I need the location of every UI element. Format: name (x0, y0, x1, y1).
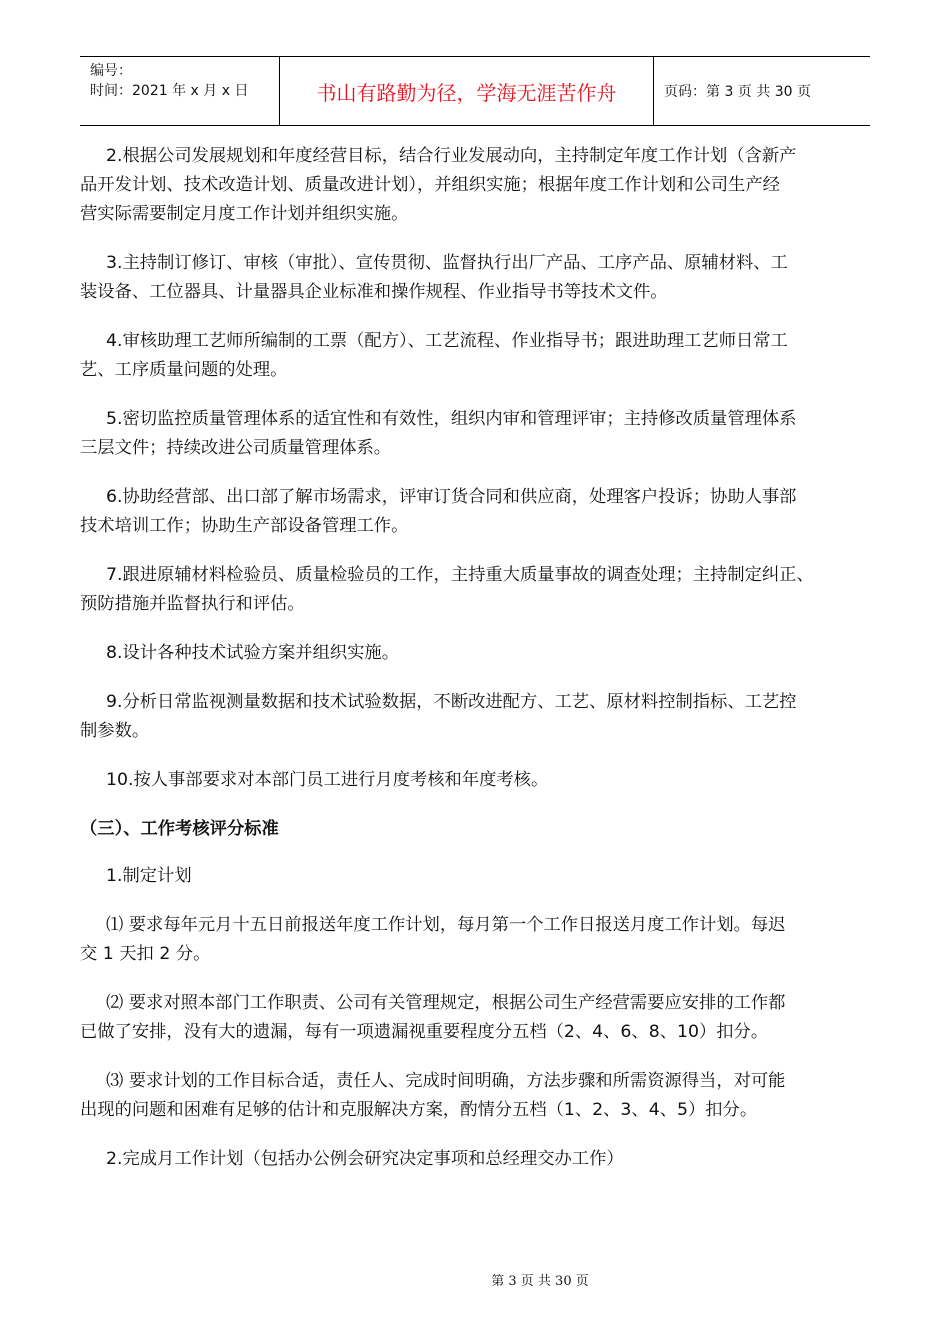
text-line: ⑵ 要求对照本部门工作职责、公司有关管理规定，根据公司生产经营需要应安排的工作都 (106, 993, 786, 1013)
text-line: 艺、工序质量问题的处理。 (80, 360, 288, 380)
header-motto: 书山有路勤为径，学海无涯苦作舟 (280, 57, 654, 125)
criterion-3 (80, 1067, 880, 1125)
duty-item-8 (80, 639, 880, 668)
text-line: 5.密切监控质量管理体系的适宜性和有效性，组织内审和管理评审；主持修改质量管理体系 (106, 409, 797, 429)
text-line: 技术培训工作；协助生产部设备管理工作。 (80, 516, 409, 536)
text-line: 1.制定计划 (106, 866, 192, 886)
header-meta (80, 57, 280, 125)
text-line: 10.按人事部要求对本部门员工进行月度考核和年度考核。 (106, 770, 549, 790)
text-line: 营实际需要制定月度工作计划并组织实施。 (80, 204, 409, 224)
text-line: 8.设计各种技术试验方案并组织实施。 (106, 643, 399, 663)
criterion-1 (80, 911, 880, 969)
page-footer: 第 3 页 共 30 页 (491, 1274, 589, 1289)
subsection-heading-2 (80, 1145, 880, 1174)
duty-item-9 (80, 688, 880, 746)
page-header (80, 56, 870, 126)
duty-item-6 (80, 483, 880, 541)
duty-item-2 (80, 142, 880, 229)
header-page-code: 页码：第 3 页 共 30 页 (664, 84, 811, 100)
text-line: 预防措施并监督执行和评估。 (80, 594, 305, 614)
document-number-label: 编号： (90, 63, 132, 79)
text-line: 装设备、工位器具、计量器具企业标准和操作规程、作业指导书等技术文件。 (80, 282, 668, 302)
duty-item-5 (80, 405, 880, 463)
text-line: 交 1 天扣 2 分。 (80, 944, 211, 964)
document-body (80, 142, 880, 1194)
text-line: ⑶ 要求计划的工作目标合适，责任人、完成时间明确，方法步骤和所需资源得当，对可能 (106, 1071, 786, 1091)
text-line: 9.分析日常监视测量数据和技术试验数据，不断改进配方、工艺、原材料控制指标、工艺控 (106, 692, 797, 712)
text-line: 品开发计划、技术改造计划、质量改进计划），并组织实施；根据年度工作计划和公司生产经 (80, 175, 780, 195)
text-line: 2.完成月工作计划（包括办公例会研究决定事项和总经理交办工作） (106, 1149, 624, 1169)
text-line: 3.主持制订修订、审核（审批）、宣传贯彻、监督执行出厂产品、工序产品、原辅材料、工 (106, 253, 788, 273)
text-line: ⑴ 要求每年元月十五日前报送年度工作计划，每月第一个工作日报送月度工作计划。每迟 (106, 915, 786, 935)
subsection-heading-1 (80, 862, 880, 891)
text-line: 4.审核助理工艺师所编制的工票（配方）、工艺流程、作业指导书；跟进助理工艺师日常工 (106, 331, 788, 351)
document-date: 时间：2021 年 x 月 x 日 (90, 83, 249, 99)
text-line: 7.跟进原辅材料检验员、质量检验员的工作，主持重大质量事故的调查处理；主持制定纠正、 (106, 565, 814, 585)
text-line: 已做了安排，没有大的遗漏，每有一项遗漏视重要程度分五档（2、4、6、8、10）扣分。 (80, 1022, 769, 1042)
duty-item-4 (80, 327, 880, 385)
text-line: 2.根据公司发展规划和年度经营目标，结合行业发展动向，主持制定年度工作计划（含新产 (106, 146, 797, 166)
criterion-2 (80, 989, 880, 1047)
duty-item-10 (80, 766, 880, 795)
text-line: 制参数。 (80, 721, 150, 741)
section-heading: （三）、工作考核评分标准 (80, 819, 279, 839)
duty-item-7 (80, 561, 880, 619)
duty-item-3 (80, 249, 880, 307)
text-line: 6.协助经营部、出口部了解市场需求，评审订货合同和供应商，处理客户投诉；协助人事部 (106, 487, 797, 507)
text-line: 三层文件；持续改进公司质量管理体系。 (80, 438, 392, 458)
text-line: 出现的问题和困难有足够的估计和克服解决方案，酌情分五档（1、2、3、4、5）扣分。 (80, 1100, 758, 1120)
